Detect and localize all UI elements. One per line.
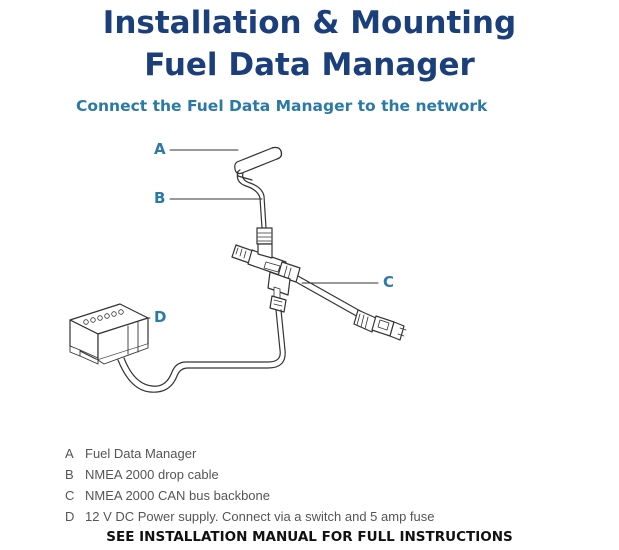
t-connectors — [232, 244, 300, 312]
legend-item-b — [65, 467, 219, 482]
legend-text: NMEA 2000 drop cable — [85, 467, 219, 482]
callout-b: B — [154, 189, 166, 207]
legend-item-d — [65, 509, 435, 524]
legend-key: C — [65, 488, 75, 503]
callout-d: D — [154, 308, 167, 326]
legend-item-a — [65, 446, 196, 461]
legend-text: 12 V DC Power supply. Connect via a switch and 5 amp fuse — [85, 509, 435, 524]
footer-instructions: SEE INSTALLATION MANUAL FOR FULL INSTRUCTIONS — [106, 529, 513, 545]
callout-a: A — [154, 140, 166, 158]
legend-key: A — [65, 446, 74, 461]
callout-c: C — [383, 273, 395, 291]
page-title-line-2: Fuel Data Manager — [144, 47, 475, 83]
drop-cable — [237, 172, 262, 228]
legend-key: D — [65, 509, 75, 524]
backbone-terminator — [354, 310, 406, 340]
legend-text: NMEA 2000 CAN bus backbone — [85, 488, 270, 503]
legend-key: B — [65, 467, 74, 482]
backbone-cable — [298, 276, 362, 312]
section-heading: Connect the Fuel Data Manager to the network — [76, 97, 488, 115]
legend-text: Fuel Data Manager — [85, 446, 197, 461]
page-title: Installation & Mounting — [102, 5, 517, 41]
fuel-data-manager-device — [235, 147, 282, 180]
power-supply-box — [70, 304, 148, 364]
legend-item-c — [65, 488, 270, 503]
